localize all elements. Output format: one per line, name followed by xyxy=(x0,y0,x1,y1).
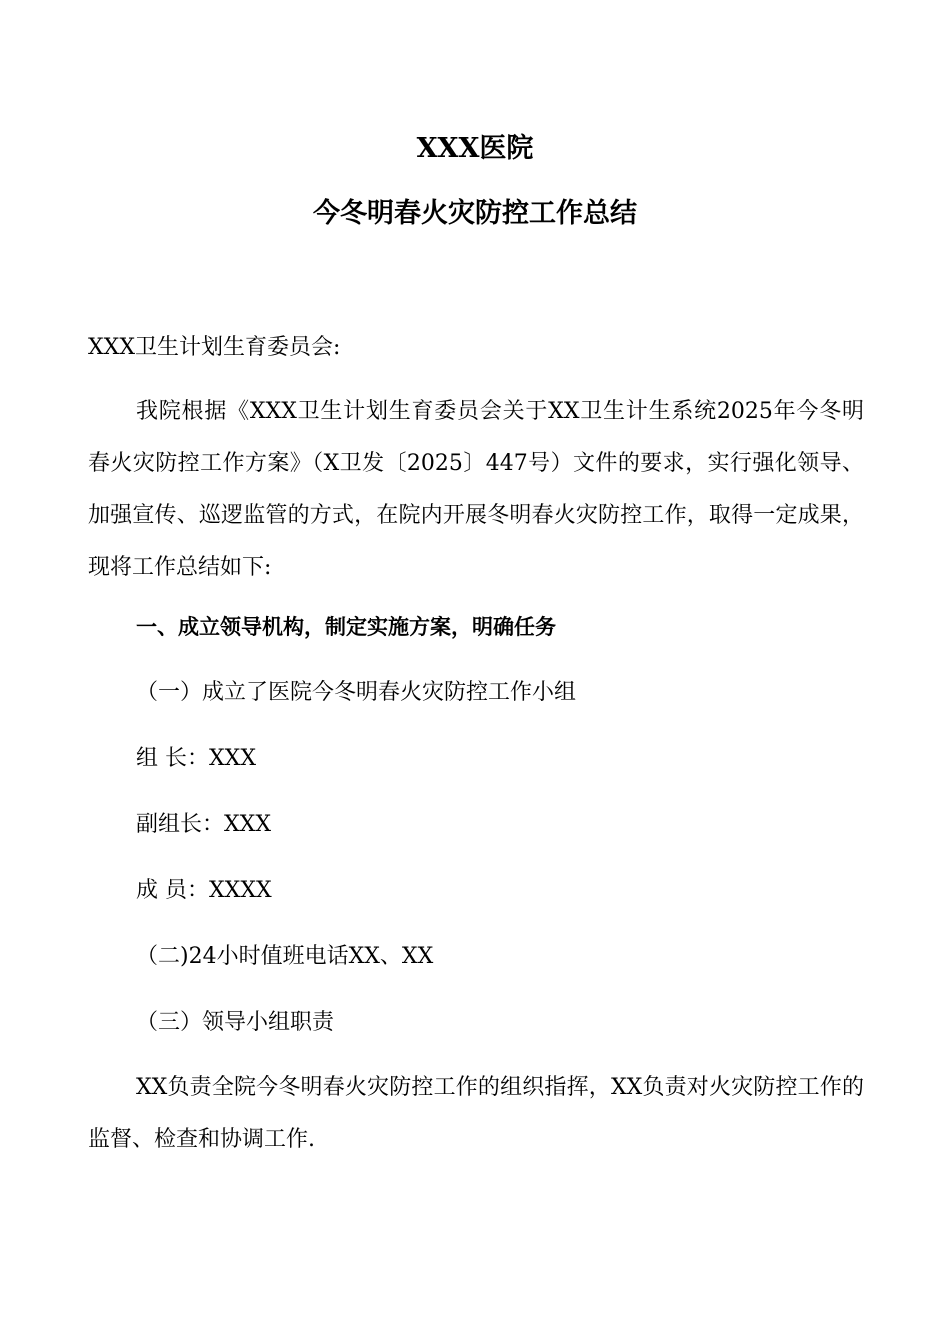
section-heading-1: 一、成立领导机构，制定实施方案，明确任务 xyxy=(136,615,556,639)
intro-paragraph: 我院根据《XXX卫生计划生育委员会关于XX卫生计生系统2025年今冬明春火灾防控工作方案》（X卫发〔2025〕447号）文件的要求，实行强化领导、加强宣传、巡逻监管的方式，在院内开展冬明春火灾防控工作，取得一定成果，现将工作总结如下: xyxy=(88,399,864,580)
document-title-summary: 今冬明春火灾防控工作总结 xyxy=(313,198,637,229)
group-members: 成 员：XXXX xyxy=(136,878,272,903)
document-title-hospital: XXX医院 xyxy=(416,133,534,164)
duty-paragraph: XX负责全院今冬明春火灾防控工作的组织指挥，XX负责对火灾防控工作的监督、检查和协调工作. xyxy=(88,1075,864,1152)
subsection-1: （一）成立了医院今冬明春火灾防控工作小组 xyxy=(136,680,577,705)
deputy-leader: 副组长：XXX xyxy=(136,812,271,837)
subsection-2: （二)24小时值班电话XX、XX xyxy=(136,944,434,969)
group-leader: 组 长：XXX xyxy=(136,746,256,771)
salutation: XXX卫生计划生育委员会: xyxy=(88,335,341,360)
subsection-3: （三）领导小组职责 xyxy=(136,1010,335,1035)
